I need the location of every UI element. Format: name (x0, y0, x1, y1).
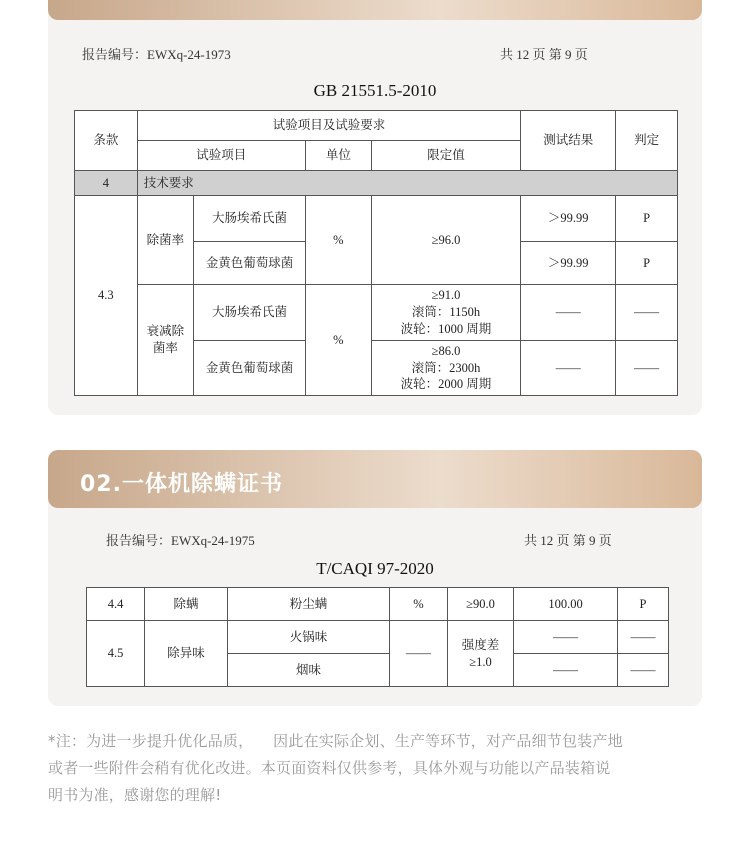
decay-unit: % (305, 285, 371, 396)
decay-limit-staph-drum: 滚筒：2300h (411, 360, 481, 375)
antibacterial-limit: ≥96.0 (371, 196, 520, 285)
header-item: 试验项目 (137, 141, 305, 171)
verdict-staph: P (616, 242, 678, 285)
mite-limit: ≥90.0 (448, 588, 514, 621)
section-title: 技术要求 (137, 171, 677, 196)
decay-rate-label-line2: 菌率 (152, 341, 178, 355)
odor-limit-line2: ≥1.0 (469, 654, 492, 669)
decay-limit-ecoli-pulsator: 波轮：1000 周期 (400, 321, 492, 336)
decay-limit-staph-value: ≥86.0 (431, 343, 461, 358)
page-info: 共 12 页 第 9 页 (500, 47, 588, 62)
header-items-requirements: 试验项目及试验要求 (137, 111, 521, 141)
odor-removal-label: 除异味 (145, 621, 228, 687)
header-result: 测试结果 (521, 111, 616, 171)
header-limit: 限定值 (371, 141, 520, 171)
smoke-verdict: —— (618, 654, 669, 687)
decay-limit-ecoli-drum: 滚筒：1150h (411, 305, 481, 320)
note-line-3: 明书为准，感谢您的理解! (48, 786, 222, 804)
test-table-1 (74, 110, 678, 396)
section-banner-1 (48, 0, 702, 20)
banner-title: 02.一体机除螨证书 (80, 472, 283, 497)
header-clause: 条款 (75, 111, 138, 171)
odor-limit-line1: 强度差 (461, 637, 500, 652)
note-line-2: 或者一些附件会稍有优化改进。本页面资料仅供参考，具体外观与功能以产品装箱说 (48, 759, 611, 777)
certificate-card-1 (48, 0, 702, 415)
note-line-1: *注：为进一步提升优化品质， 因此在实际企划、生产等环节，对产品细节包装产地 (48, 732, 623, 750)
section-banner-2 (48, 450, 702, 508)
test-table-2 (86, 587, 669, 687)
report-number: 报告编号：EWXq-24-1973 (82, 47, 231, 62)
decay-verdict-staph: —— (616, 341, 678, 396)
decay-rate-label-line1: 衰减除 (146, 324, 185, 339)
header-unit: 单位 (305, 141, 371, 171)
verdict-ecoli: P (616, 196, 678, 242)
decay-bacteria-ecoli: 大肠埃希氏菌 (194, 285, 306, 341)
mite-unit: % (390, 588, 448, 621)
decay-verdict-ecoli: —— (616, 285, 678, 341)
section-number: 4 (75, 171, 138, 196)
clause-4-5: 4.5 (87, 621, 145, 687)
dust-mite-label: 粉尘螨 (228, 588, 390, 621)
clause-4-3: 4.3 (75, 196, 138, 396)
hotpot-odor-label: 火锅味 (228, 621, 390, 654)
decay-result-staph: —— (521, 341, 616, 396)
disclaimer-note (48, 728, 708, 809)
antibacterial-unit: % (305, 196, 371, 285)
standard-title: T/CAQI 97-2020 (316, 559, 434, 578)
mite-removal-label: 除螨 (145, 588, 228, 621)
bacteria-staph: 金黄色葡萄球菌 (194, 242, 306, 285)
smoke-result: —— (514, 654, 618, 687)
decay-bacteria-staph: 金黄色葡萄球菌 (194, 341, 306, 396)
antibacterial-rate-label: 除菌率 (137, 196, 193, 285)
bacteria-ecoli: 大肠埃希氏菌 (194, 196, 306, 242)
header-verdict: 判定 (616, 111, 678, 171)
decay-limit-staph (371, 341, 520, 396)
standard-title: GB 21551.5-2010 (313, 81, 437, 100)
report-number: 报告编号：EWXq-24-1975 (106, 533, 255, 548)
odor-limit (448, 621, 514, 687)
decay-limit-staph-pulsator: 波轮：2000 周期 (400, 377, 492, 392)
mite-result: 100.00 (514, 588, 618, 621)
hotpot-verdict: —— (618, 621, 669, 654)
decay-limit-ecoli (371, 285, 520, 341)
clause-4-4: 4.4 (87, 588, 145, 621)
decay-rate-label (137, 285, 193, 396)
mite-verdict: P (618, 588, 669, 621)
hotpot-result: —— (514, 621, 618, 654)
decay-limit-ecoli-value: ≥91.0 (431, 288, 461, 303)
page-info: 共 12 页 第 9 页 (524, 533, 612, 548)
result-staph: ＞99.99 (521, 242, 616, 285)
odor-unit: —— (390, 621, 448, 687)
result-ecoli: ＞99.99 (521, 196, 616, 242)
smoke-odor-label: 烟味 (228, 654, 390, 687)
decay-result-ecoli: —— (521, 285, 616, 341)
